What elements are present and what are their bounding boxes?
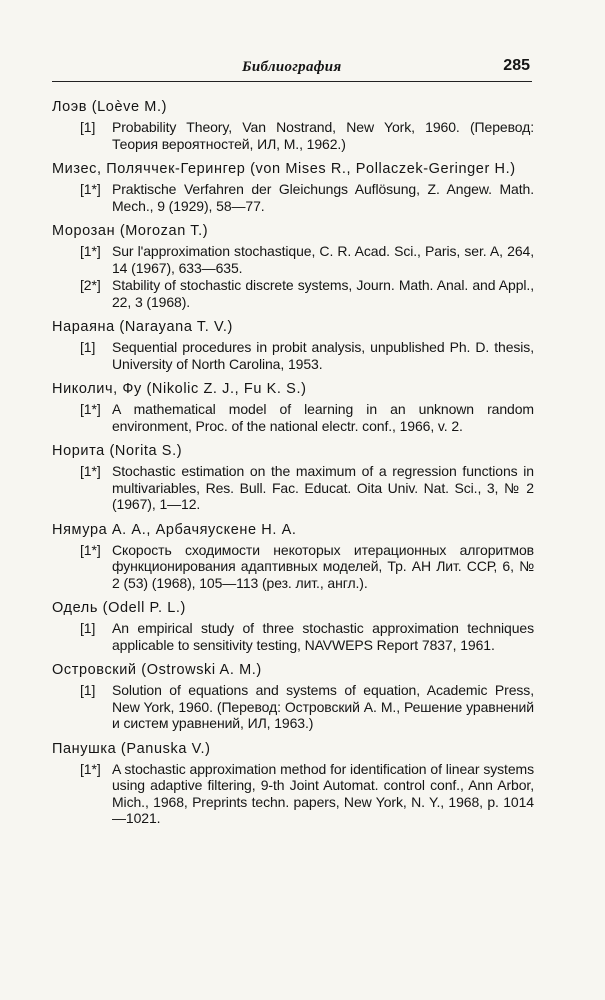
- bib-entry: [52, 379, 534, 434]
- ref-text: Sur l'approximation stochastique, C. R. Acad. Sci., Paris, ser. A, 264, 14 (1967), 633—635.: [112, 243, 534, 276]
- bib-author: Панушка (Panuska V.): [52, 740, 211, 757]
- bib-entry: [52, 520, 534, 592]
- bib-author: Нямура А. А., Арбачяускене Н. А.: [52, 521, 297, 538]
- bib-author: Николич, Фу (Nikolic Z. J., Fu K. S.): [52, 381, 307, 397]
- running-title: Библиография: [242, 59, 342, 75]
- ref-text: Probability Theory, Van Nostrand, New York, 1960. (Перевод: Теория вероятностей, ИЛ, М., 1962.): [112, 119, 534, 152]
- bib-reference: [52, 339, 534, 372]
- ref-tag: [1]: [80, 620, 96, 636]
- bibliography-list: [52, 97, 534, 834]
- ref-text: Sequential procedures in probit analysis, unpublished Ph. D. thesis, University of North Carolina, 1953.: [112, 339, 534, 372]
- bib-reference: [52, 277, 534, 310]
- bib-reference: [52, 119, 534, 152]
- ref-text: An empirical study of three stochastic approximation techniques applicable to sensitivity testing, NAVWEPS Report 7837, 1961.: [112, 620, 534, 653]
- ref-tag: [1*]: [80, 463, 101, 479]
- bib-author: Нараяна (Narayana T. V.): [52, 319, 233, 335]
- ref-tag: [1]: [80, 682, 96, 698]
- bib-reference: [52, 463, 534, 513]
- bib-reference: [52, 401, 534, 434]
- bib-author: Мизес, Поляччек-Герингер (von Mises R., Pollaczek-Geringer H.): [52, 161, 516, 177]
- bib-entry: [52, 441, 534, 513]
- bib-entry: [52, 739, 534, 827]
- ref-tag: [2*]: [80, 277, 101, 293]
- running-header: [52, 55, 532, 82]
- bib-entry: [52, 598, 534, 653]
- ref-text: Solution of equations and systems of equation, Academic Press, New York, 1960. (Перевод: Островский А. М., Решение уравнений и систем уравнений, ИЛ, 1963.): [112, 682, 534, 731]
- ref-tag: [1*]: [80, 181, 101, 197]
- ref-tag: [1*]: [80, 541, 101, 558]
- ref-tag: [1*]: [80, 760, 101, 777]
- bib-reference: [52, 761, 534, 827]
- ref-text: Stochastic estimation on the maximum of a regression functions in multivariables, Res. Bull. Fac. Educat. Oita Univ. Nat. Sci., 3, № 2 (1967), 1—12.: [112, 463, 534, 512]
- ref-tag: [1*]: [80, 243, 101, 259]
- bib-entry: [52, 97, 534, 152]
- bib-entry: [52, 159, 534, 214]
- ref-text: Скорость сходимости некоторых итерационных алгоритмов функционирования адаптивных моделей, Тр. АН Лит. ССР, 6, № 2 (53) (1968), 105—113 (рез. лит., англ.).: [112, 541, 534, 591]
- ref-text: Stability of stochastic discrete systems, Journ. Math. Anal. and Appl., 22, 3 (1968).: [112, 277, 534, 310]
- page-number: 285: [503, 57, 530, 74]
- ref-text: A stochastic approximation method for identification of linear systems using adaptive filtering, 9-th Joint Automat. control conf., Ann Arbor, Mich., 1968, Preprints techn. papers, New York, N. Y., 1968, p. 1014—1021.: [112, 760, 534, 826]
- ref-tag: [1*]: [80, 401, 101, 417]
- bib-reference: [52, 682, 534, 732]
- bib-author: Морозан (Morozan T.): [52, 223, 209, 239]
- ref-tag: [1]: [80, 119, 96, 135]
- bib-reference: [52, 620, 534, 653]
- bib-entry: [52, 317, 534, 372]
- ref-text: A mathematical model of learning in an unknown random environment, Proc. of the national electr. conf., 1966, v. 2.: [112, 401, 534, 434]
- ref-text: Praktische Verfahren der Gleichungs Auflösung, Z. Angew. Math. Mech., 9 (1929), 58—77.: [112, 181, 534, 214]
- bib-entry: [52, 221, 534, 310]
- bib-reference: [52, 542, 534, 592]
- bib-author: Островский (Ostrowski A. M.): [52, 662, 262, 678]
- bib-entry: [52, 660, 534, 732]
- bib-author: Лоэв (Loève M.): [52, 99, 168, 115]
- bib-reference: [52, 243, 534, 276]
- bib-author: Норита (Norita S.): [52, 443, 183, 459]
- ref-tag: [1]: [80, 339, 96, 355]
- bib-author: Одель (Odell P. L.): [52, 600, 186, 616]
- bib-reference: [52, 181, 534, 214]
